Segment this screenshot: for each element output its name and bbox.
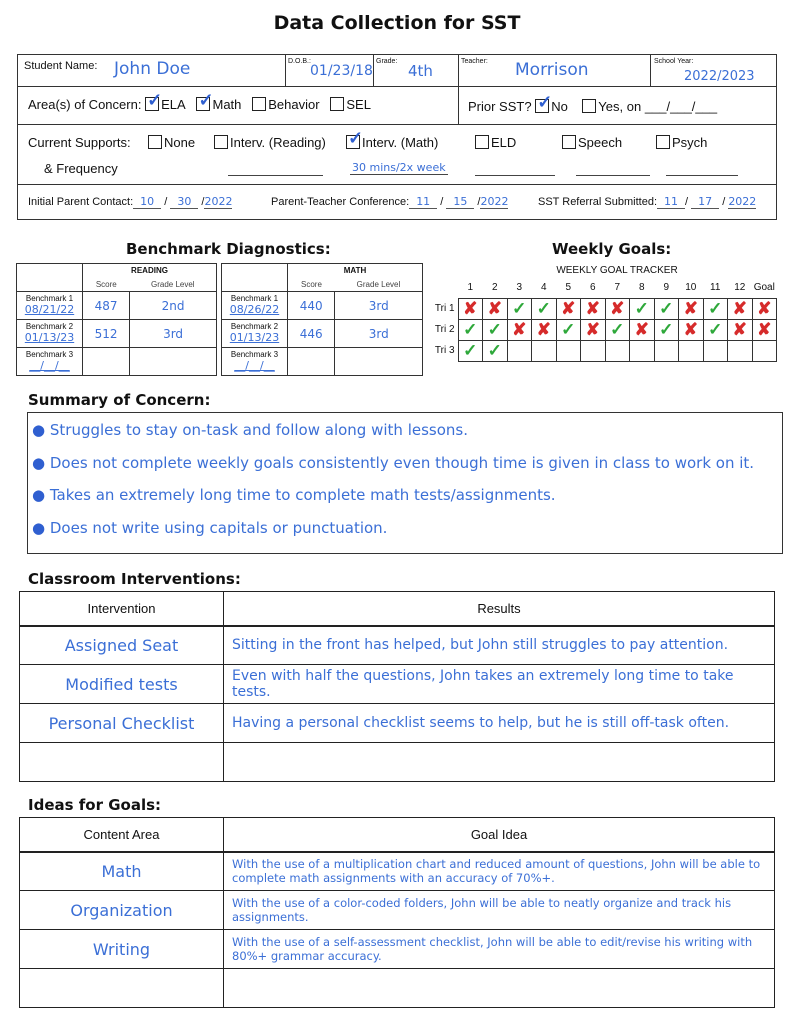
- score-cell[interactable]: 440: [288, 292, 335, 320]
- x-mark-icon: ✘: [532, 319, 557, 340]
- support-5-label: Psych: [672, 135, 708, 150]
- benchmark-date[interactable]: __/__/__: [234, 358, 275, 372]
- summary-item: [32, 519, 778, 552]
- column-header: Content Area: [20, 818, 224, 852]
- table-row: [20, 969, 775, 1008]
- week-header: 2: [483, 278, 508, 298]
- table-row: [17, 292, 217, 320]
- empty-cell: [679, 340, 704, 361]
- teacher-label: Teacher:: [461, 58, 488, 65]
- support-3-checkbox[interactable]: [475, 135, 489, 149]
- grade-header: Grade Level: [130, 278, 217, 292]
- date-field[interactable]: 11: [409, 195, 437, 209]
- concern-ela-label: ELA: [161, 97, 186, 112]
- table-row: [20, 891, 775, 930]
- grade-cell[interactable]: 3rd: [335, 320, 423, 348]
- week-header: 10: [679, 278, 704, 298]
- check-mark-icon: ✓: [507, 298, 532, 319]
- empty-cell: [556, 340, 581, 361]
- date-field[interactable]: 11: [657, 195, 685, 209]
- empty-cell: [752, 340, 777, 361]
- summary-item: [32, 486, 778, 519]
- label-cell[interactable]: [20, 743, 224, 782]
- grade-cell[interactable]: [335, 348, 423, 376]
- week-header: 4: [532, 278, 557, 298]
- dob-field[interactable]: 01/23/18: [310, 63, 373, 79]
- prior-sst-yes-checkbox[interactable]: [582, 99, 596, 113]
- grade-field[interactable]: 4th: [408, 62, 433, 80]
- x-mark-icon: ✘: [556, 298, 581, 319]
- concern-sel-label: SEL: [346, 97, 371, 112]
- empty-cell: [605, 340, 630, 361]
- check-mark-icon: ✓: [703, 319, 728, 340]
- column-header: Intervention: [20, 592, 224, 626]
- label-cell[interactable]: Organization: [20, 891, 224, 930]
- week-header: 11: [703, 278, 728, 298]
- benchmark-label: Benchmark 3: [230, 350, 279, 360]
- benchmark-label: Benchmark 1: [25, 294, 74, 304]
- score-cell[interactable]: 487: [83, 292, 130, 320]
- label-cell[interactable]: Modified tests: [20, 665, 224, 704]
- bullet-icon: ●: [32, 453, 46, 472]
- week-header: 1: [458, 278, 483, 298]
- score-header: Score: [288, 278, 335, 292]
- table-row: [20, 930, 775, 969]
- empty-cell: [630, 340, 655, 361]
- summary-item: [32, 454, 778, 487]
- week-header: 3: [507, 278, 532, 298]
- support-0-label: None: [164, 135, 196, 150]
- date-field[interactable]: 2022: [728, 195, 757, 208]
- prior-sst-date-field[interactable]: ___/___/___: [644, 99, 718, 114]
- school-year-label: School Year:: [654, 58, 694, 65]
- x-mark-icon: ✘: [581, 298, 606, 319]
- x-mark-icon: ✘: [483, 298, 508, 319]
- result-cell[interactable]: [224, 969, 775, 1008]
- support-4-label: Speech: [578, 135, 623, 150]
- column-header: Results: [224, 592, 775, 626]
- table-row: [222, 320, 423, 348]
- date-field[interactable]: 2022: [480, 195, 509, 208]
- student-info-form: [17, 54, 777, 220]
- column-header: Goal Idea: [224, 818, 775, 852]
- benchmark-table-reading: [16, 263, 217, 376]
- empty-cell: [703, 340, 728, 361]
- student-name-field[interactable]: John Doe: [114, 59, 191, 79]
- result-cell[interactable]: Sitting in the front has helped, but John still struggles to pay attention.: [224, 626, 775, 665]
- frequency-math-field[interactable]: 30 mins/2x week: [352, 161, 446, 174]
- school-year-field[interactable]: 2022/2023: [684, 69, 755, 84]
- summary-item: [32, 421, 778, 454]
- support-1-checkbox[interactable]: [214, 135, 228, 149]
- check-mark-icon: ✓: [483, 319, 508, 340]
- week-header: 9: [654, 278, 679, 298]
- table-row: [20, 665, 775, 704]
- week-header: 8: [630, 278, 655, 298]
- benchmark-date[interactable]: 08/26/22: [229, 302, 280, 316]
- benchmark-date[interactable]: 08/21/22: [24, 302, 75, 316]
- prior-yes-label: Yes, on: [598, 99, 642, 114]
- x-mark-icon: ✘: [679, 319, 704, 340]
- tri-label: Tri 2: [434, 324, 455, 335]
- date-field[interactable]: 15: [446, 195, 474, 209]
- check-mark-icon: ✓: [703, 298, 728, 319]
- table-row: [20, 626, 775, 665]
- label-cell[interactable]: Math: [20, 852, 224, 891]
- dob-label: D.O.B.:: [288, 58, 311, 65]
- label-cell[interactable]: Writing: [20, 930, 224, 969]
- score-cell[interactable]: 446: [288, 320, 335, 348]
- week-header: 5: [556, 278, 581, 298]
- grade-header: Grade Level: [335, 278, 423, 292]
- benchmark-date[interactable]: 01/13/23: [24, 330, 75, 344]
- date-field[interactable]: 17: [691, 195, 719, 209]
- benchmark-date[interactable]: __/__/__: [29, 358, 70, 372]
- goals-title: Ideas for Goals:: [28, 796, 162, 814]
- sst-referral: SST Referral Submitted: 11 / 17 / 2022: [538, 195, 757, 208]
- ptc: Parent-Teacher Conference: 11 / 15 /2022: [271, 195, 509, 208]
- empty-cell: [728, 340, 753, 361]
- table-row: [17, 348, 217, 376]
- week-header: 7: [605, 278, 630, 298]
- tracker-row: [432, 340, 777, 361]
- support-1-label: Interv. (Reading): [230, 135, 326, 150]
- result-cell[interactable]: With the use of a self-assessment checklist, John will be able to edit/revise his writing with 80%+ grammar accuracy.: [224, 930, 775, 969]
- summary-text: Does not write using capitals or punctuation.: [49, 518, 388, 537]
- result-cell[interactable]: [224, 743, 775, 782]
- teacher-field[interactable]: Morrison: [515, 60, 589, 80]
- date-field[interactable]: 10: [133, 195, 161, 209]
- sst-referral-label: SST Referral Submitted:: [538, 196, 658, 208]
- check-mark-icon: ✓: [458, 319, 483, 340]
- grade-cell[interactable]: 3rd: [130, 320, 217, 348]
- ptc-label: Parent-Teacher Conference:: [271, 196, 410, 208]
- x-mark-icon: ✘: [605, 298, 630, 319]
- prior-sst-no-checkbox[interactable]: [535, 99, 549, 113]
- concern-behavior-label: Behavior: [268, 97, 320, 112]
- support-5-checkbox[interactable]: [656, 135, 670, 149]
- student-name-label: Student Name:: [24, 60, 98, 72]
- weekly-goals-title: Weekly Goals:: [552, 240, 672, 258]
- grade-cell[interactable]: [130, 348, 217, 376]
- result-cell[interactable]: With the use of a color-coded folders, John will be able to neatly organize and track his assignments.: [224, 891, 775, 930]
- result-cell[interactable]: With the use of a multiplication chart and reduced amount of questions, John will be able to complete math assignments with an accuracy of 70%+.: [224, 852, 775, 891]
- label-cell[interactable]: Personal Checklist: [20, 704, 224, 743]
- bullet-icon: ●: [32, 421, 46, 439]
- check-mark-icon: ✓: [630, 298, 655, 319]
- tracker-title: WEEKLY GOAL TRACKER: [556, 265, 678, 276]
- x-mark-icon: ✘: [630, 319, 655, 340]
- benchmark-label: Benchmark 2: [230, 322, 279, 332]
- score-cell[interactable]: 512: [83, 320, 130, 348]
- check-mark-icon: ✓: [458, 340, 483, 361]
- score-cell[interactable]: [288, 348, 335, 376]
- table-row: [20, 704, 775, 743]
- bullet-icon: ●: [32, 486, 46, 504]
- date-field[interactable]: 2022: [204, 195, 233, 208]
- label-cell[interactable]: [20, 969, 224, 1008]
- check-mark-icon: ✓: [654, 319, 679, 340]
- tracker-row: [432, 298, 777, 319]
- summary-text: Does not complete weekly goals consistently even though time is given in class to work on it.: [49, 453, 755, 472]
- summary-text: Struggles to stay on-task and follow along with lessons.: [49, 421, 468, 439]
- label-cell[interactable]: Assigned Seat: [20, 626, 224, 665]
- support-4-checkbox[interactable]: [562, 135, 576, 149]
- result-cell[interactable]: Even with half the questions, John takes an extremely long time to take tests.: [224, 665, 775, 704]
- benchmark-title: Benchmark Diagnostics:: [126, 240, 331, 258]
- support-2-checkbox[interactable]: [346, 135, 360, 149]
- tri-label: Tri 3: [434, 345, 455, 356]
- benchmark-label: Benchmark 1: [230, 294, 279, 304]
- week-header: Goal: [752, 278, 777, 298]
- table-row: [222, 348, 423, 376]
- summary-box: [27, 412, 783, 554]
- check-mark-icon: ✓: [654, 298, 679, 319]
- grade-cell[interactable]: 2nd: [130, 292, 217, 320]
- subject-header: READING: [83, 264, 217, 278]
- score-cell[interactable]: [83, 348, 130, 376]
- x-mark-icon: ✘: [752, 298, 777, 319]
- concern-ela-checkbox[interactable]: [145, 97, 159, 111]
- check-mark-icon: ✓: [556, 319, 581, 340]
- tri-label: Tri 1: [434, 303, 455, 314]
- prior-sst-label: Prior SST?: [468, 99, 532, 114]
- grade-cell[interactable]: 3rd: [335, 292, 423, 320]
- check-mark-icon: ✓: [532, 298, 557, 319]
- page-title: Data Collection for SST: [273, 12, 521, 34]
- score-header: Score: [83, 278, 130, 292]
- result-cell[interactable]: Having a personal checklist seems to help, but he is still off-task often.: [224, 704, 775, 743]
- week-header: 6: [581, 278, 606, 298]
- prior-no-label: No: [551, 99, 568, 114]
- concern-label: Area(s) of Concern:: [28, 97, 142, 112]
- table-row: [222, 292, 423, 320]
- x-mark-icon: ✘: [728, 298, 753, 319]
- concern-sel-checkbox[interactable]: [330, 97, 344, 111]
- check-mark-icon: ✓: [605, 319, 630, 340]
- empty-cell: [654, 340, 679, 361]
- support-0-checkbox[interactable]: [148, 135, 162, 149]
- interventions-title: Classroom Interventions:: [28, 570, 241, 588]
- table-row: [20, 852, 775, 891]
- benchmark-label: Benchmark 3: [25, 350, 74, 360]
- table-row: [20, 743, 775, 782]
- concern-math-label: Math: [212, 97, 242, 112]
- x-mark-icon: ✘: [728, 319, 753, 340]
- concern-row: [28, 97, 371, 112]
- concern-math-checkbox[interactable]: [196, 97, 210, 111]
- check-mark-icon: ✓: [483, 340, 508, 361]
- week-header: 12: [728, 278, 753, 298]
- x-mark-icon: ✘: [581, 319, 606, 340]
- frequency-label: & Frequency: [44, 161, 118, 176]
- summary-text: Takes an extremely long time to complete math tests/assignments.: [49, 486, 556, 504]
- initial-contact: Initial Parent Contact: 10 / 30 /2022: [28, 195, 233, 208]
- benchmark-label: Benchmark 2: [25, 322, 74, 332]
- x-mark-icon: ✘: [458, 298, 483, 319]
- initial-contact-label: Initial Parent Contact:: [28, 196, 134, 208]
- date-field[interactable]: 30: [170, 195, 198, 209]
- x-mark-icon: ✘: [679, 298, 704, 319]
- supports-label: Current Supports:: [28, 135, 131, 150]
- concern-behavior-checkbox[interactable]: [252, 97, 266, 111]
- benchmark-table-math: [221, 263, 423, 376]
- summary-title: Summary of Concern:: [28, 391, 211, 409]
- bullet-icon: ●: [32, 518, 46, 537]
- support-2-label: Interv. (Math): [362, 135, 439, 150]
- table-row: [17, 320, 217, 348]
- x-mark-icon: ✘: [752, 319, 777, 340]
- support-3-label: ELD: [491, 135, 517, 150]
- benchmark-date[interactable]: 01/13/23: [229, 330, 280, 344]
- subject-header: MATH: [288, 264, 423, 278]
- empty-cell: [507, 340, 532, 361]
- tracker-row: [432, 319, 777, 340]
- empty-cell: [532, 340, 557, 361]
- grade-label: Grade:: [376, 58, 398, 65]
- x-mark-icon: ✘: [507, 319, 532, 340]
- empty-cell: [581, 340, 606, 361]
